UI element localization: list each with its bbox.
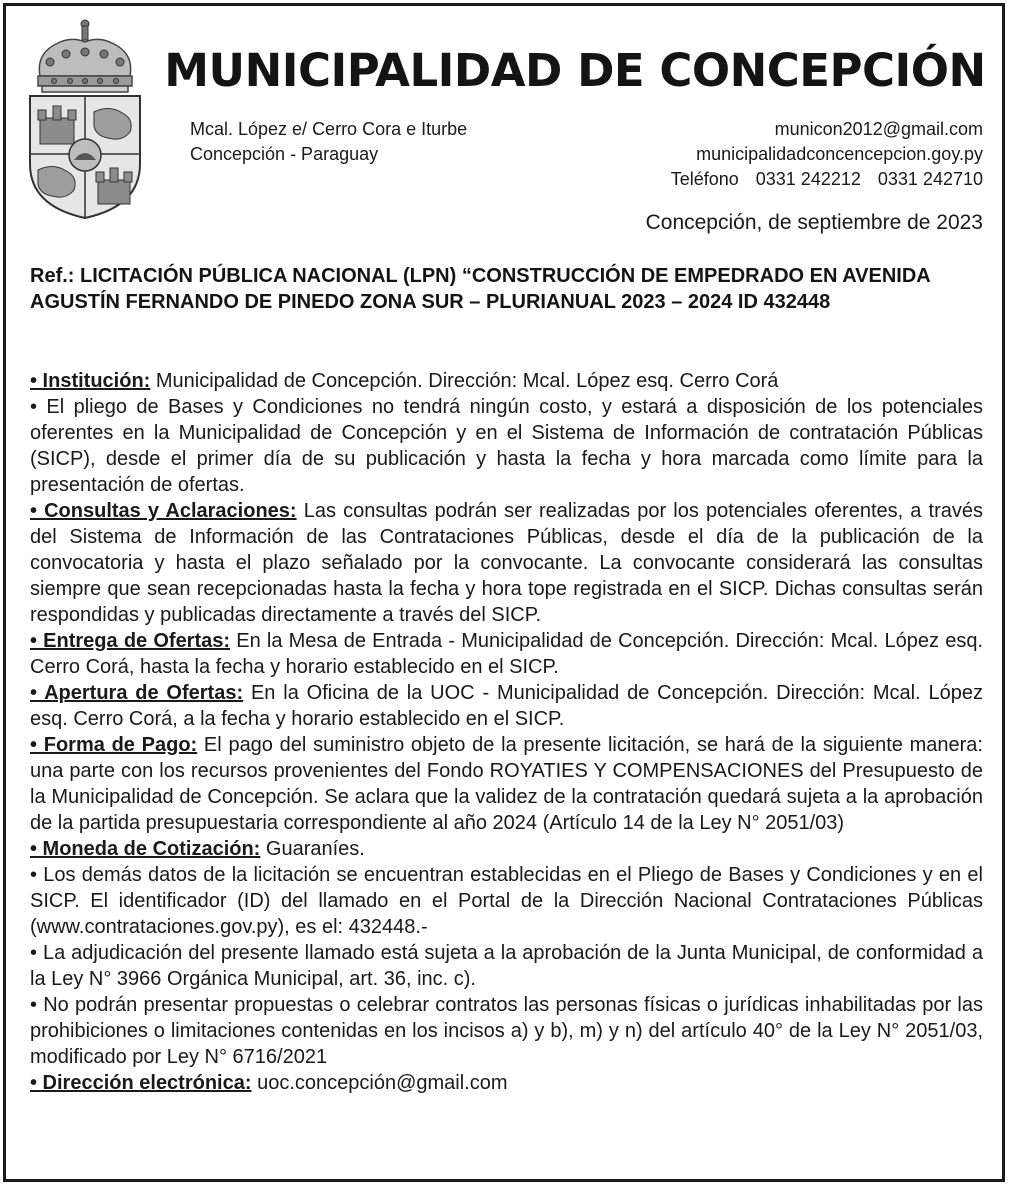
item-label: • Institución: — [30, 370, 151, 392]
item-institucion — [30, 368, 983, 394]
phone-number-1: 0331 242212 — [755, 169, 861, 189]
notice-body — [30, 368, 983, 1096]
item-adjudicacion: • La adjudicación del presente llamado está sujeta a la aprobación de la Junta Municipal, de conformidad a la Ley N° 3966 Orgánica Municipal, art. 36, inc. c). — [30, 942, 983, 990]
item-pliego: • El pliego de Bases y Condiciones no tendrá ningún costo, y estará a disposición de los potenciales oferentes en la Municipalidad de Concepción y en el Sistema de Información de contratación Públicas (SICP), desde el primer día de su publicación y hasta la fecha y hora marcada como límite para la presentación de ofertas. — [30, 396, 983, 496]
item-label: • Apertura de Ofertas: — [30, 682, 244, 704]
item-text: El pago del suministro objeto de la presente licitación, se hará de la siguiente manera: una parte con los recursos provenientes del Fondo ROYATIES Y COMPENSACIONES del Presupuesto de la Municipalidad de Concepción. Se aclara que la validez de la contratación quedará sujeta a la aprobación de la partida presupuestaria correspondiente al año 2024 (Artículo 14 de la Ley N° 2051/03) — [30, 734, 983, 834]
item-text: En la Mesa de Entrada - Municipalidad de Concepción. Dirección: Mcal. López esq. Cerro Corá, hasta la fecha y horario establecido en el SICP. — [30, 630, 984, 678]
item-text: uoc.concepción@gmail.com — [251, 1072, 508, 1094]
phone-number-2: 0331 242710 — [877, 169, 983, 189]
item-text: Municipalidad de Concepción. Dirección: Mcal. López esq. Cerro Corá — [150, 370, 779, 392]
page-title: MUNICIPALIDAD DE CONCEPCIÓN — [164, 44, 986, 97]
item-label: • Entrega de Ofertas: — [30, 630, 231, 652]
item-text: En la Oficina de la UOC - Municipalidad de Concepción. Dirección: Mcal. López esq. Cerro Corá, a la fecha y horario establecido en el SICP. — [30, 682, 983, 730]
reference-heading: Ref.: LICITACIÓN PÚBLICA NACIONAL (LPN) “CONSTRUCCIÓN DE EMPEDRADO EN AVENIDA AGUSTÍN FERNANDO DE PINEDO ZONA SUR – PLURIANUAL 2023 – 2024 ID 432448 — [30, 265, 930, 313]
item-label: • Consultas y Aclaraciones: — [30, 500, 297, 522]
item-label: • Dirección electrónica: — [30, 1072, 252, 1094]
address-block — [190, 117, 467, 167]
item-moneda — [30, 836, 983, 862]
contact-block — [671, 117, 983, 192]
date-line: Concepción, de septiembre de 2023 — [645, 211, 983, 234]
item-text: Guaraníes. — [260, 838, 365, 860]
item-apertura — [30, 680, 983, 732]
address-street: Mcal. López e/ Cerro Cora e Iturbe — [190, 119, 468, 139]
phone-label: Teléfono — [670, 169, 739, 189]
item-label: • Forma de Pago: — [30, 734, 198, 756]
item-prohibicion: • No podrán presentar propuestas o celebrar contratos las personas físicas o jurídicas inhabilitadas por las prohibiciones o limitaciones contenidas en los incisos a) y b), m) y n) del artículo 40° de la Ley N° 2051/03, modificado por Ley N° 6716/2021 — [30, 994, 983, 1068]
item-direccion — [30, 1070, 983, 1096]
item-pago — [30, 732, 983, 836]
item-text: Las consultas podrán ser realizadas por los potenciales oferentes, a través del Sistema de Información de las Contrataciones Públicas, desde el día de la publicación de la convocatoria y hasta el plazo señalado por la convocante. La convocante considerará las consultas siempre que sean recepcionadas hasta la fecha y hora tope registrada en el SICP. Dichas consultas serán respondidas y publicadas directamente a través del SICP. — [30, 500, 983, 626]
address-city: Concepción - Paraguay — [190, 144, 379, 164]
item-demas: • Los demás datos de la licitación se encuentran establecidas en el Pliego de Bases y Condiciones y en el SICP. El identificador (ID) del llamado en el Portal de la Dirección Nacional Contrataciones Públicas (www.contrataciones.gov.py), es el: 432448.- — [30, 864, 983, 938]
item-entrega — [30, 628, 983, 680]
contact-phone — [671, 167, 983, 192]
municipal-coat-of-arms-icon — [26, 14, 144, 222]
item-consultas — [30, 498, 983, 628]
contact-website: municipalidadconcencepcion.goy.py — [696, 144, 983, 164]
item-label: • Moneda de Cotización: — [30, 838, 261, 860]
contact-email: municon2012@gmail.com — [774, 119, 983, 139]
